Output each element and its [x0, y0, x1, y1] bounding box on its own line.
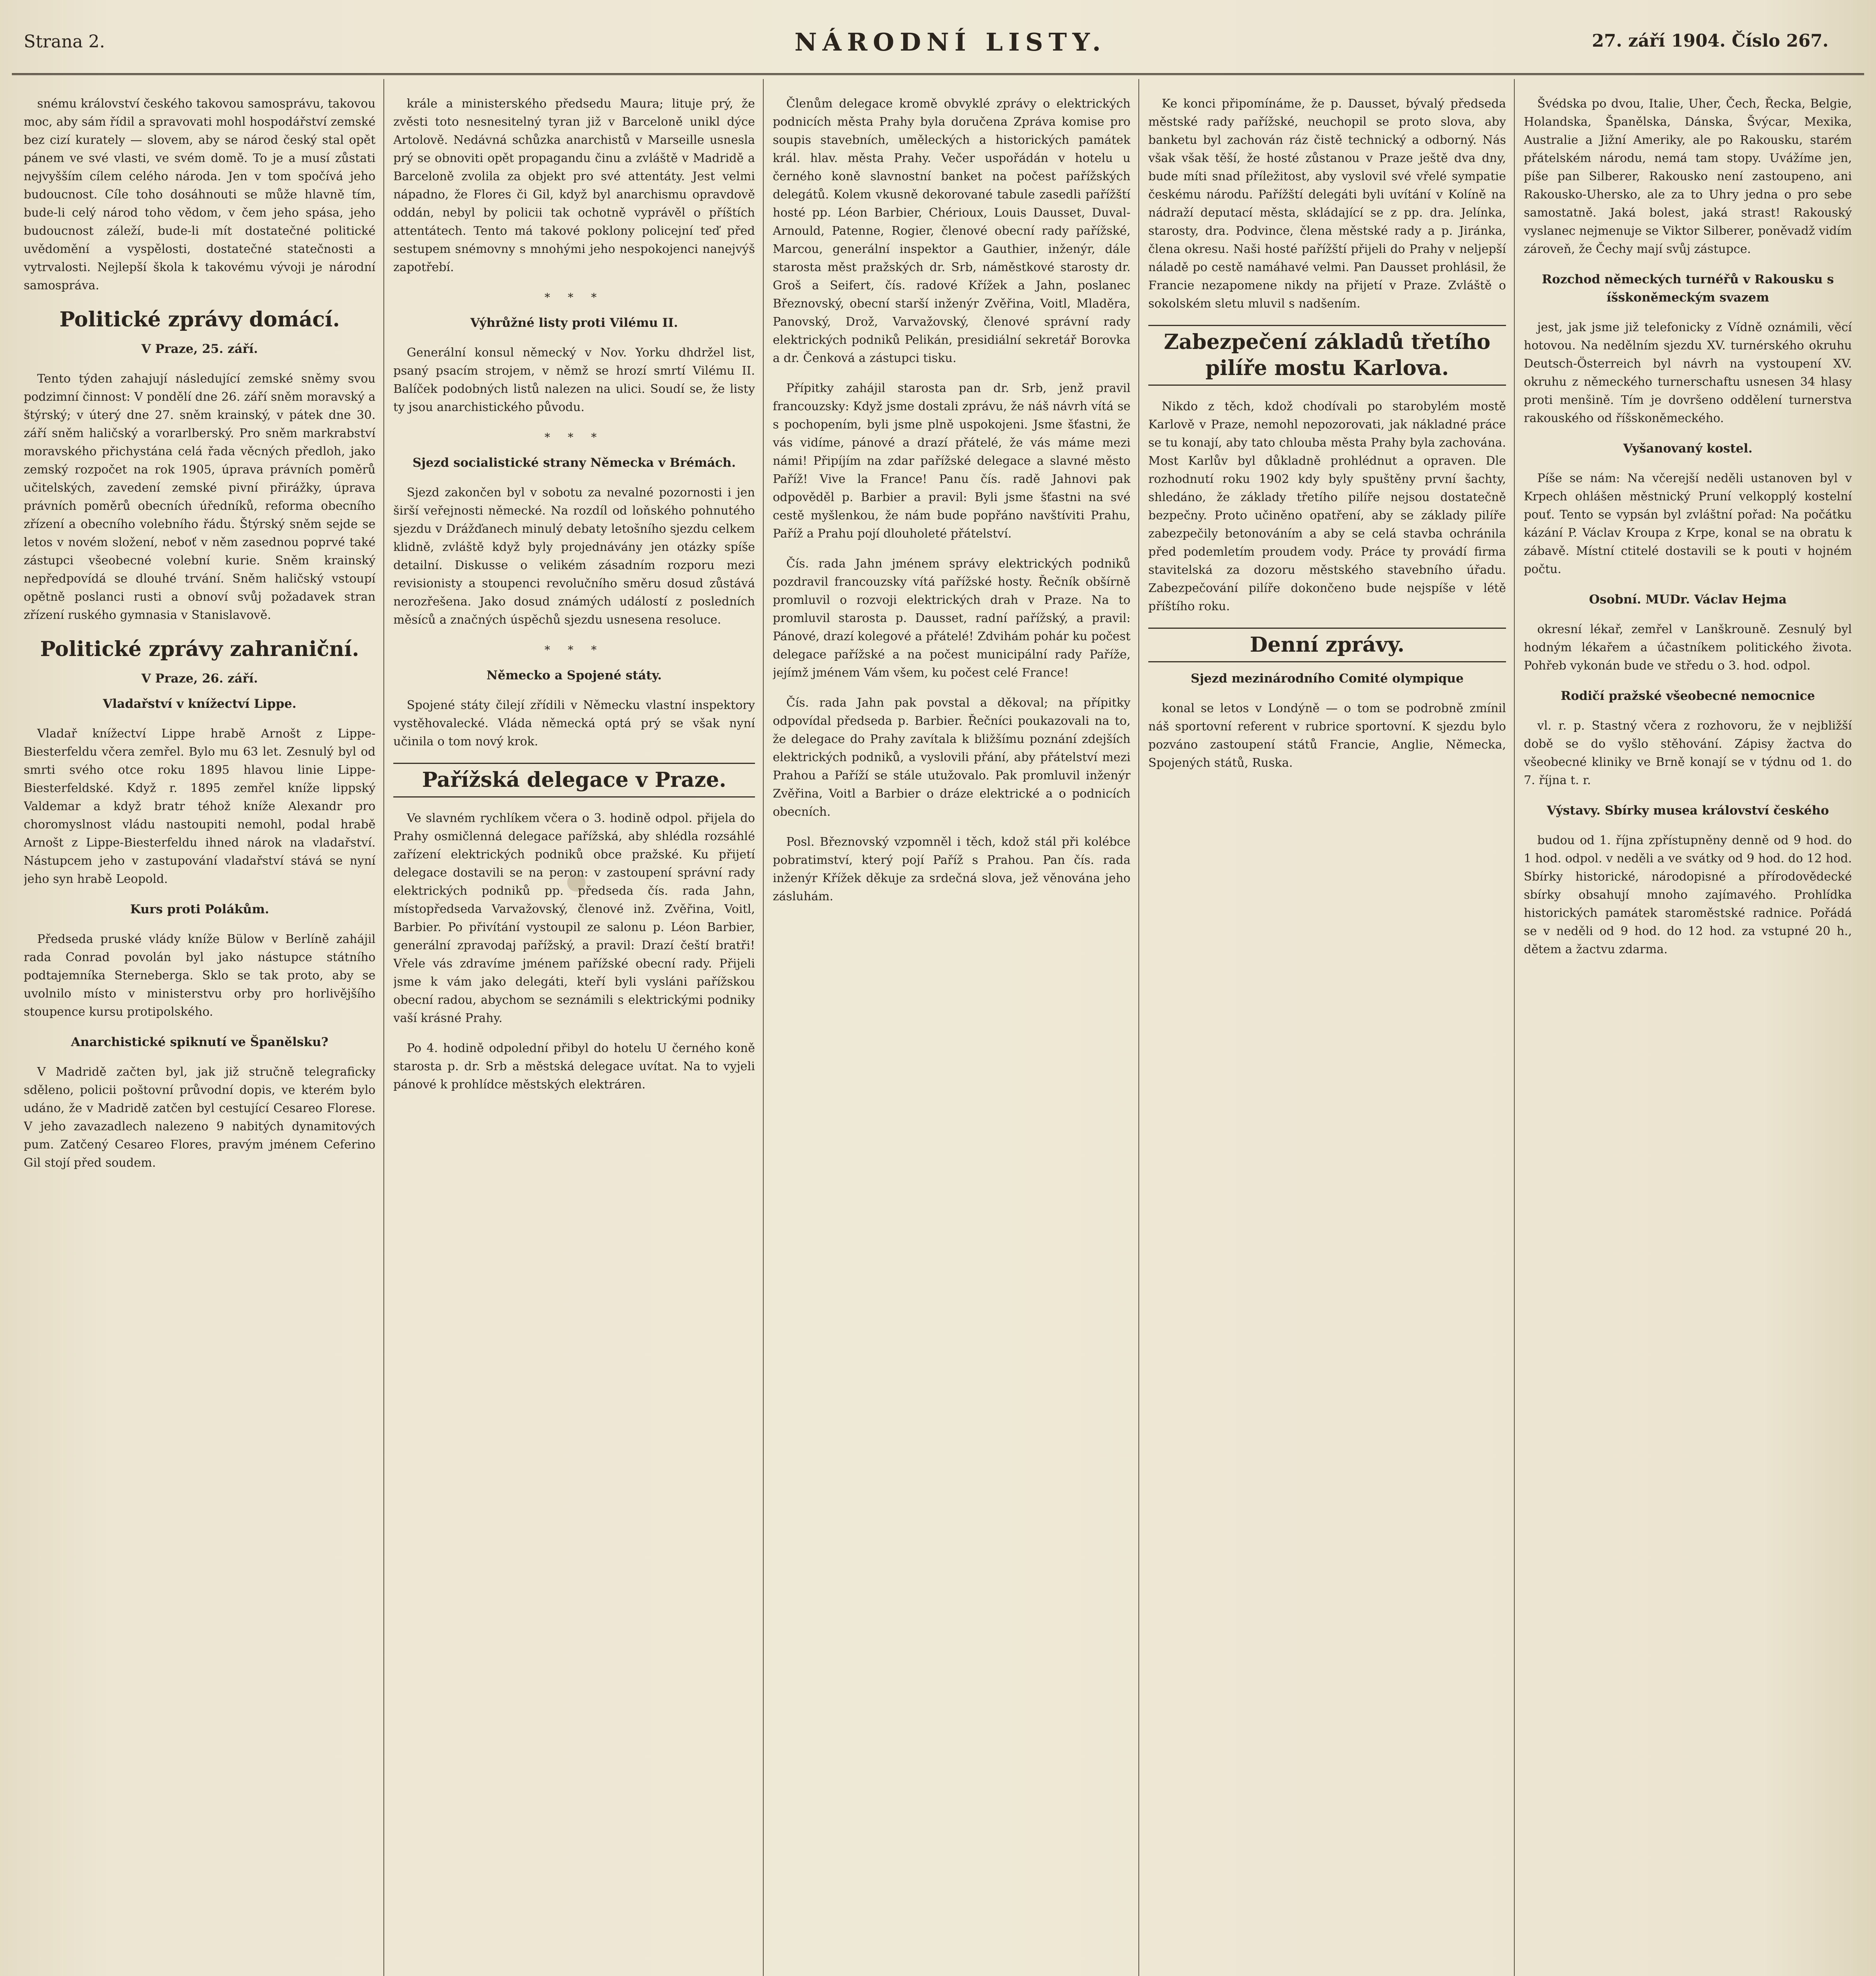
article-text: Generální konsul německý v Nov. Yorku dhdržel list, psaný psacím strojem, v němž se hrozí smrtí Vilému II. Balíček podobných listů nalezen na ulici. Soudí se, že listy ty jsou anarchistického původu. — [393, 346, 755, 414]
article-text: okresní lékař, zemřel v Lanškrouně. Zesnulý byl hodným lékařem a účastníkem politického života. Pohřeb vykonán bude ve středu o 3. hod. odpol. — [1524, 622, 1852, 673]
article-subheading: Sjezd mezinárodního Comité olympique — [1191, 671, 1464, 686]
article-text: V Madridě začten byl, jak již stručně telegraficky sděleno, policii poštovní průvodní dopis, ve kterém bylo udáno, že v Madridě zatčen byl cestující Cesareo Florese. V jeho zavazadlech nalezeno 9 nabitých dynamitových pum. Zatčený Cesareo Flores, pravým jménem Ceferino Gil stojí před soudem. — [24, 1065, 376, 1170]
article-text: Vladař knížectví Lippe hrabě Arnošt z Lippe-Biesterfeldu včera zemřel. Bylo mu 63 let. Zesnulý byl od smrti svého otce roku 1895 hlavou linie Lippe-Biesterfeldské. Když r. 1895 zemřel kníže lippský Valdemar a když bratr téhož kníže Alexandr pro choromyslnost vládu nastoupiti nemohl, podal hrabě Arnošt z Lippe-Biesterfeldu ihned nárok na vladařství. Nástupcem jeho v zastupování vladařství stává se nyní jeho syn hrabě Leopold. — [24, 727, 376, 886]
dateline: V Praze, 25. září. — [141, 342, 258, 356]
section-heading: Politické zprávy zahraniční. — [40, 637, 359, 661]
article-intro: snému království českého takovou samosprávu, takovou moc, aby sám řídil a spravovati mohl hospodářství zemské bez cizí kurately — slovem, aby se národ český stal opět pánem ve své vlasti, ve svém domě. To je a musí zůstati nejvyšším cílem celého národa. Jen v tom spočívá jeho budoucnost. Cíle toho dosáhnouti se může hlavně tím, bude-li celý národ toho vědom, v čem jeho spása, jeho budoucnost záleží, bude-li mít dostatečné politické uvědomění a vyspělosti, dostatečné statečnosti a vytrvalosti. Nejlepší škola k takovému vývoji je národní samospráva. — [24, 97, 376, 292]
article-subheading: Vladařství v knížectví Lippe. — [103, 697, 296, 711]
column-rule — [383, 79, 384, 1976]
article-subheading: Rozchod německých turnéřů v Rakousku s íšskoněmeckým svazem — [1542, 272, 1834, 305]
column-5 — [1524, 83, 1852, 1976]
column-rule — [763, 79, 764, 1976]
column-rule — [1138, 79, 1139, 1976]
article-text: Předseda pruské vlády kníže Bülow v Berlíně zahájil rada Conrad povolán byl jako nástupce státního podtajemníka Sternebergа. Sklo se tak proto, aby se uvolnilo místo v ministerstvu orby pro horlivějšího stoupence kursu protipolského. — [24, 932, 376, 1019]
section-heading: Pařížská delegace v Praze. — [393, 763, 755, 798]
newspaper-title: NÁRODNÍ LISTY. — [795, 28, 1106, 57]
column-1 — [24, 83, 376, 1976]
article-subheading: Výhrůžné listy proti Vilému II. — [470, 316, 678, 330]
article-text: Přípitky zahájil starosta pan dr. Srb, jenž pravil francouzsky: Když jsme dostali zprávu, že náš návrh vítá se s pochopením, byli jsme plně uspokojeni. Jsme šťastni, že vás vidíme, pánové a drazí přátelé, že vás máme mezi námi! Připíjím na zdar pařížské delegace a slavné město Paříž! Vive la France! Panu čís. radě Jahnovi pak odpověděl p. Barbier a pravil: Byli jsme šťastni na své cestě myšlenkou, že nám bude popřáno navštíviti Prahu, Paříž a Prahu pojí dlouholeté přátelství. — [773, 381, 1131, 541]
section-heading: Politické zprávy domácí. — [59, 307, 340, 332]
article-text: Posl. Březnovský vzpomněl i těch, kdož stál při kolébce pobratimství, který pojí Paříž s Prahou. Pan čís. rada inženýr Křížek děkuje za srdečná slova, jež věnována jeho zásluhám. — [773, 835, 1131, 903]
article-text: Čís. rada Jahn jménem správy elektrických podniků pozdravil francouzsky vítá pařížské hosty. Řečník obšírně promluvil o rozvoji elektrických drah v Praze. Na to promluvil starosta p. Dausset, radní pařížský, a pravil: Pánové, drazí kolegové a přátelé! Zdvihám pohár ku počest delegace pařížské a na počest municipální rady Paříže, jejímž jménem Vám všem, ku počest celé France! — [773, 557, 1131, 680]
date-issue: 27. září 1904. Číslo 267. — [1592, 31, 1829, 51]
article-text: vl. r. p. Stastný včera z rozhovoru, že v nejbližší době se do vyšlo stěhování. Zápisy žactva do všeobecné kliniky ve Brně konají se v týdnu od 1. do 7. října t. r. — [1524, 719, 1852, 787]
column-3 — [773, 83, 1131, 1976]
article-text: Švédska po dvou, Italie, Uher, Čech, Řecka, Belgie, Holandska, Španělska, Dánska, Švýcar, Mexika, Australie a Jižní Ameriky, ale po Rakousku, starém přátelském národu, nemá tam stopy. Uvážíme jen, píše pan Silberer, Rakousko není zastoupeno, ani Rakousko-Uhersko, ale za to Uhry jedna o pro sebe samostatně. Jaká bolest, jaká strast! Rakouský vyslanec nejmenuje se Viktor Silberer, poněvadž vidím zároveň, že Čechy mají svůj zástupce. — [1524, 97, 1852, 256]
dateline: V Praze, 26. září. — [141, 671, 258, 686]
article-text: Tento týden zahajují následující zemské sněmy svou podzimní činnost: V pondělí dne 26. září sněm moravský a štýrský; v úterý dne 27. sněm krainský, v pátek dne 30. září sněm haličský a vorarlberský. Pro sněm markrabství moravského přichystána celá řada věcných předloh, jako zemský rozpočet na rok 1905, úprava právních poměrů učitelských, zavedení zemské pivní přirážky, úprava právních poměrů obecních úředníků, reforma obecního zřízení a obecního volebního řádu. Štýrský sněm sejde se letos v novém složení, neboť v něm zasednou poprvé také zástupci všeobecné volební kurie. Sněm krainský nepředpovídá se dlouhé trvání. Sněm haličský vstoupí opětně poslanci rusti a obnoví svůj požadavek stran zřízení ruského gymnasia v Stanislavově. — [24, 372, 376, 622]
article-text: Ke konci připomínáme, že p. Dausset, bývalý předseda městské rady pařížské, neuchopil se proto slova, aby banketu byl zachován ráz čistě technický a odborný. Nás však však těší, že hosté zůstanou v Praze ještě dva dny, bude míti snad příležitost, aby vyslovil své vřelé sympatie českému národu. Pařížští delegáti byli uvítání v Kolíně na nádraží deputací města, skládající se z pp. dra. Jelínka, starosty, dra. Podvince, člena městské rady a p. Jiránka, člena okresu. Naši hosté pařížští přijeli do Prahy v neljepší náladě po cestě namáhavé velmi. Pan Dausset prohlásil, že Francie nezapomene nikdy na přijetí v Praze. Zvláště o sokolském sletu mluvil s nadšením. — [1148, 97, 1506, 311]
section-heading: Denní zprávy. — [1148, 628, 1506, 662]
article-subheading: Sjezd socialistické strany Německa v Brémách. — [412, 456, 736, 470]
article-text: Sjezd zakončen byl v sobotu za nevalné pozornosti i jen širší veřejnosti německé. Na rozdíl od loňského pohnutého sjezdu v Drážďanech minulý debaty letošního sjezdu celkem klidně, zvláště když byly projednávány jen otázky spíše detailní. Diskusse o velikém zásadním rozporu mezi revisionisty a stoupenci revolučního směru dosud zůstává nerozřešena. Jako dosud známých událostí z posledních měsíců a značných úspěchů sjezdu usnesena resoluce. — [393, 486, 755, 627]
article-text: jest, jak jsme již telefonicky z Vídně oznámili, věcí hotovou. Na nedělním sjezdu XV. turnérského okruhu Deutsch-Österreich byl návrh na vystoupení XV. okruhu z německého turnerschaftu usnesen 34 hlasy proti menšině. Tím je dovršeno oddělení turnerstva rakouského od říšskoněmeckého. — [1524, 321, 1852, 425]
article-subheading: Výstavy. Sbírky musea království českého — [1547, 803, 1829, 818]
article-subheading: Německo a Spojené státy. — [486, 668, 662, 683]
article-subheading: Kurs proti Polákům. — [130, 902, 269, 916]
article-text: budou od 1. října zpřístupněny denně od 9 hod. do 1 hod. odpol. v neděli a ve svátky od 9 hod. do 12 hod. Sbírky historické, národopisné a přírodovědecké sbírky obsahují mnoho zajímavého. Prohlídka historických památek staroměstské radnice. Pořádá se v neděli od 9 hod. do 12 hod. za vstupné 20 h., dětem a žactvu zdarma. — [1524, 833, 1852, 956]
article-text: Píše se nám: Na včerejší neděli ustanoven byl v Krpech ohlášen městnický Pruní velkopplý kostelní pouť. Tento se vypsán byl zvláštní pořad: Na počátku kázání P. Václav Kroupa z Krpe, konal se na obratu k zábavě. Místní ctitelé dostavili se k pouti v hojném počtu. — [1524, 471, 1852, 576]
article-text: Nikdo z těch, kdož chodívali po starobylém mostě Karlově v Praze, nemohl nepozorovati, jak nákladné práce se tu konají, aby tato chlouba města Prahy byla zachována. Most Karlův byl důkladně prohlédnut a opraven. Dle rozhodnutí roku 1902 kdy byly spuštěny první šachty, shledáno, že základy třetího pilíře nejsou dostatečně bezpečny. Proto učiněno opatření, aby se základy pilíře zabezpečily betonováním a aby se celá stavba ochránila před podemletím proudem vody. Práce ty provádí firma stavitelská za dozoru městského stavebního úřadu. Zabezpečování pilíře dokončeno bude nejspíše v létě příštího roku. — [1148, 400, 1506, 613]
article-text: Spojené státy čilejí zřídili v Německu vlastní inspektory vystěhovalecké. Vláda německá optá prý se však nyní učinila o tom nový krok. — [393, 698, 755, 749]
column-4 — [1148, 83, 1506, 1976]
article-subheading: Rodičí pražské všeobecné nemocnice — [1561, 689, 1815, 703]
article-text: Po 4. hodině odpolední přibyl do hotelu U černého koně starosta p. dr. Srb a městská delegace uvítat. Na to vyjeli pánové k prohlídce městských elektráren. — [393, 1041, 755, 1092]
separator-stars: * * * — [544, 431, 604, 444]
page-label: Strana 2. — [24, 32, 105, 52]
section-heading: Zabezpečení základů třetího pilíře mostu Karlova. — [1148, 325, 1506, 386]
separator-stars: * * * — [544, 643, 604, 656]
masthead — [0, 0, 1876, 75]
article-text: konal se letos v Londýně — o tom se podrobně zmínil náš sportovní referent v rubrice sportovní. K sjezdu bylo pozváno zastoupení států Francie, Anglie, Německa, Spojených států, Ruska. — [1148, 701, 1506, 770]
article-text: Ve slavném rychlíkem včera o 3. hodině odpol. přijela do Prahy osmičlenná delegace pařížská, aby shlédla rozsáhlé zařízení elektrických podniků obce pražské. Ku přijetí delegace dostavili se na peron: v zastoupení správní rady elektrických podniků pp. předseda čís. rada Jahn, místopředseda Varvažovský, členové inž. Zvěřina, Voitl, Barbier. Po přivítání vystoupil ze salonu p. Léon Barbier, generální zpravodaj pařížský, a pravil: Drazí čeští bratři! Vřele vás zdravíme jménem pařížské obecní rady. Přijeli jsme k vám jako delegáti, kteří byli vysláni pařížskou obecní radou, abychom se seznámili s elektrickými podniky vaší krásné Prahy. — [393, 811, 755, 1025]
article-subheading: Anarchistické spiknutí ve Španělsku? — [71, 1035, 328, 1049]
masthead-rule — [12, 73, 1864, 75]
article-text: Čís. rada Jahn pak povstal a děkoval; na přípitky odpovídal předseda p. Barbier. Řečníci poukazovali na to, že delegace do Prahy zavítala k bližšímu poznání zdejších elektrických podniků, a vyslovili přání, aby přátelství mezi Prahou a Paříží se stále utužovalo. Pak promluvil inženýr Zvěřina, Voitl a Barbier o dráze elektrické a o podnicích obecních. — [773, 696, 1131, 819]
article-text: krále a ministerského předsedu Maura; lituje prý, že zvěsti toto nesnesitelný tyran již v Barceloně unikl dýce Artolově. Nedávná schůzka anarchistů v Marseille usnesla prý se obnoviti opět propagandu činu a zvláště v Madridě a Barceloně zvolila za objekt pro své attentáty. Jest velmi nápadno, že Flores či Gil, když byl anarchismu opravdově oddán, nebyl by policii tak ochotně vyprávěl o příštích attentátech. Tento má takové poklony policejní teď před sestupem snémovny s mnohými jeho nespokojenci nanejvýš zapotřebí. — [393, 97, 755, 274]
article-subheading: Vyšanovaný kostel. — [1623, 441, 1753, 456]
column-2 — [393, 83, 755, 1976]
article-text: Členům delegace kromě obvyklé zprávy o elektrických podnicích města Prahy byla doručena Zpráva komise pro soupis stavebních, uměleckých a historických památek král. hlav. města Prahy. Večer uspořádán v hotelu u černého koně slavnostní banket na počest pařížských delegátů. Kolem vkusně dekorované tabule zasedli pařížští hosté pp. Léon Barbier, Chérioux, Louis Dausset, Duval-Arnould, Patenne, Rogier, členové obecní rady pařížské, Marcou, generální inspektor a Gauthier, inženýr, dále starosta měst pražských dr. Srb, náměstkové starosty dr. Groš a Seifert, čís. radové Křížek a Jahn, poslanec Březnovský, obecní starší inženýr Zvěřina, Voitl, Mladěra, Panovský, Drož, Varvažovský, členové správní rady elektrických podniků Pelikán, presidiální sekretář Borovka a dr. Čenková a zástupci tisku. — [773, 97, 1131, 365]
column-rule — [1514, 79, 1515, 1976]
separator-stars: * * * — [544, 291, 604, 304]
article-subheading: Osobní. MUDr. Václav Hejma — [1589, 592, 1787, 607]
